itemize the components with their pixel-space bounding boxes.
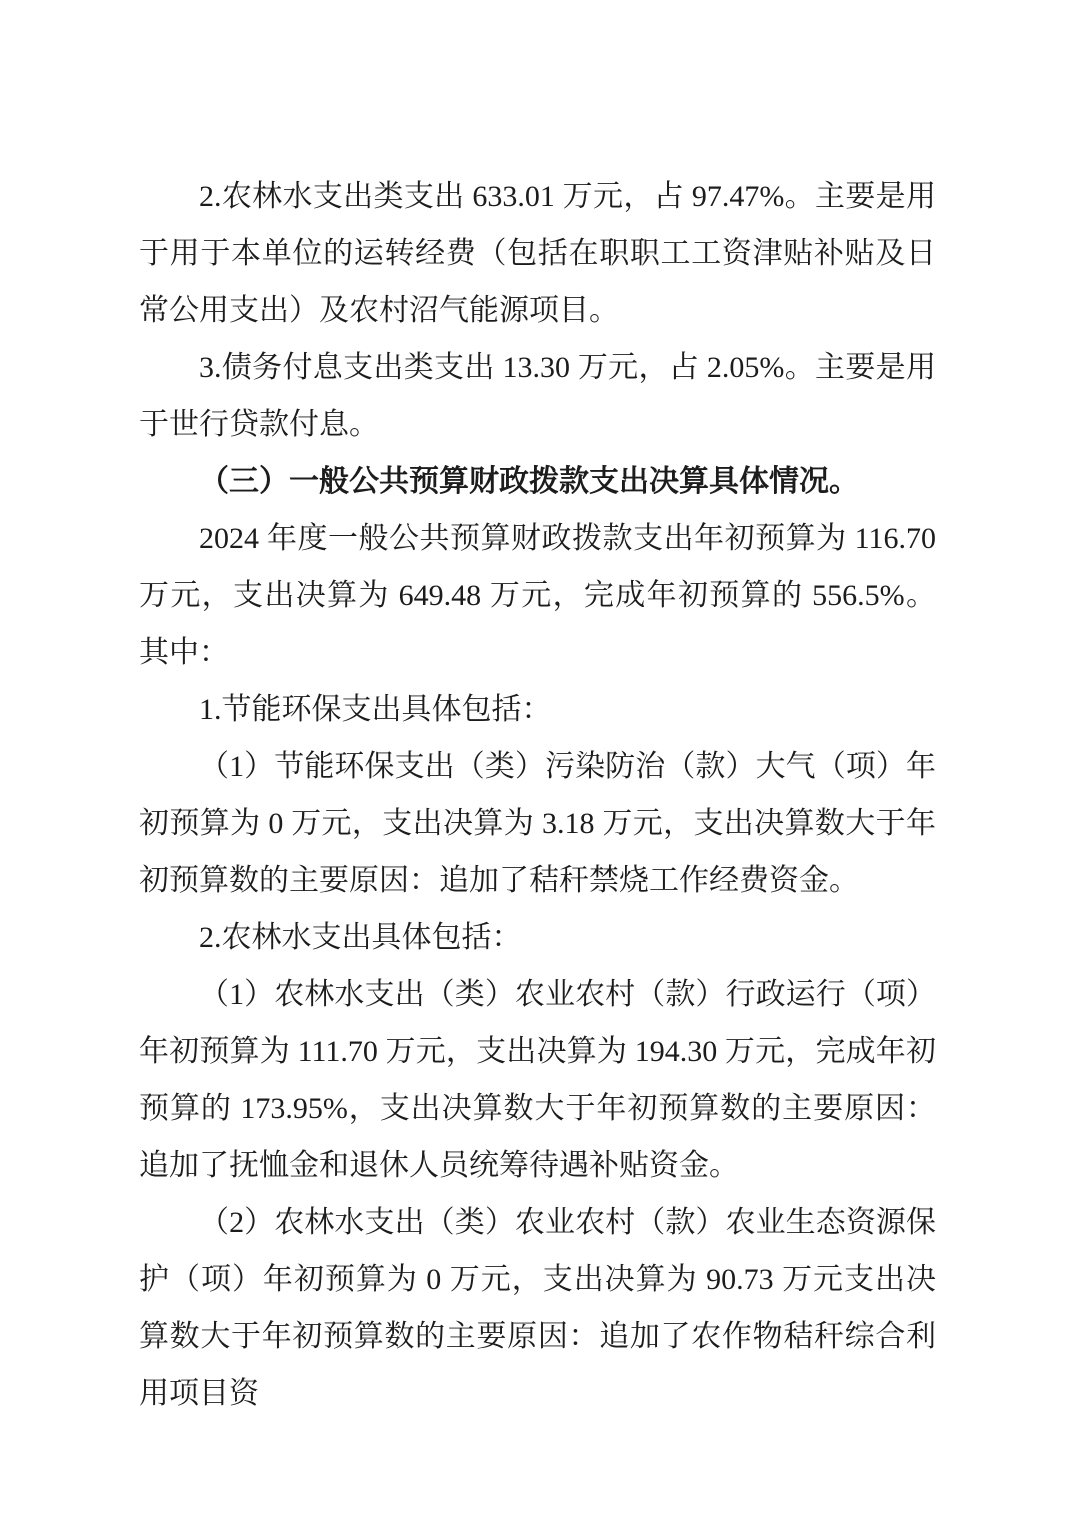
section-heading: （三）一般公共预算财政拨款支出决算具体情况。 <box>199 465 859 498</box>
body-paragraph: 2.农林水支出类支出 633.01 万元，占 97.47%。主要是用于用于本单位的运转经费（包括在职职工工资津贴补贴及日常公用支出）及农村沼气能源项目。 <box>139 180 936 327</box>
body-paragraph: （1）农林水支出（类）农业农村（款）行政运行（项）年初预算为 111.70 万元，支出决算为 194.30 万元，完成年初预算的 173.95%，支出决算数大于年初预算数的主要原因：追加了抚恤金和退休人员统筹待遇补贴资金。 <box>139 978 936 1182</box>
document-content <box>139 168 936 1422</box>
body-paragraph: 1.节能环保支出具体包括： <box>199 693 552 726</box>
body-paragraph: （1）节能环保支出（类）污染防治（款）大气（项）年初预算为 0 万元，支出决算为 3.18 万元，支出决算数大于年初预算数的主要原因：追加了秸秆禁烧工作经费资金。 <box>139 750 936 897</box>
body-paragraph: （2）农林水支出（类）农业农村（款）农业生态资源保护（项）年初预算为 0 万元，支出决算为 90.73 万元支出决算数大于年初预算数的主要原因：追加了农作物秸秆综合利用项目资 <box>139 1206 936 1410</box>
body-paragraph: 2024 年度一般公共预算财政拨款支出年初预算为 116.70 万元，支出决算为 649.48 万元，完成年初预算的 556.5%。其中： <box>139 522 936 669</box>
body-paragraph: 3.债务付息支出类支出 13.30 万元，占 2.05%。主要是用于世行贷款付息。 <box>139 351 936 441</box>
body-paragraph: 2.农林水支出具体包括： <box>199 921 522 954</box>
